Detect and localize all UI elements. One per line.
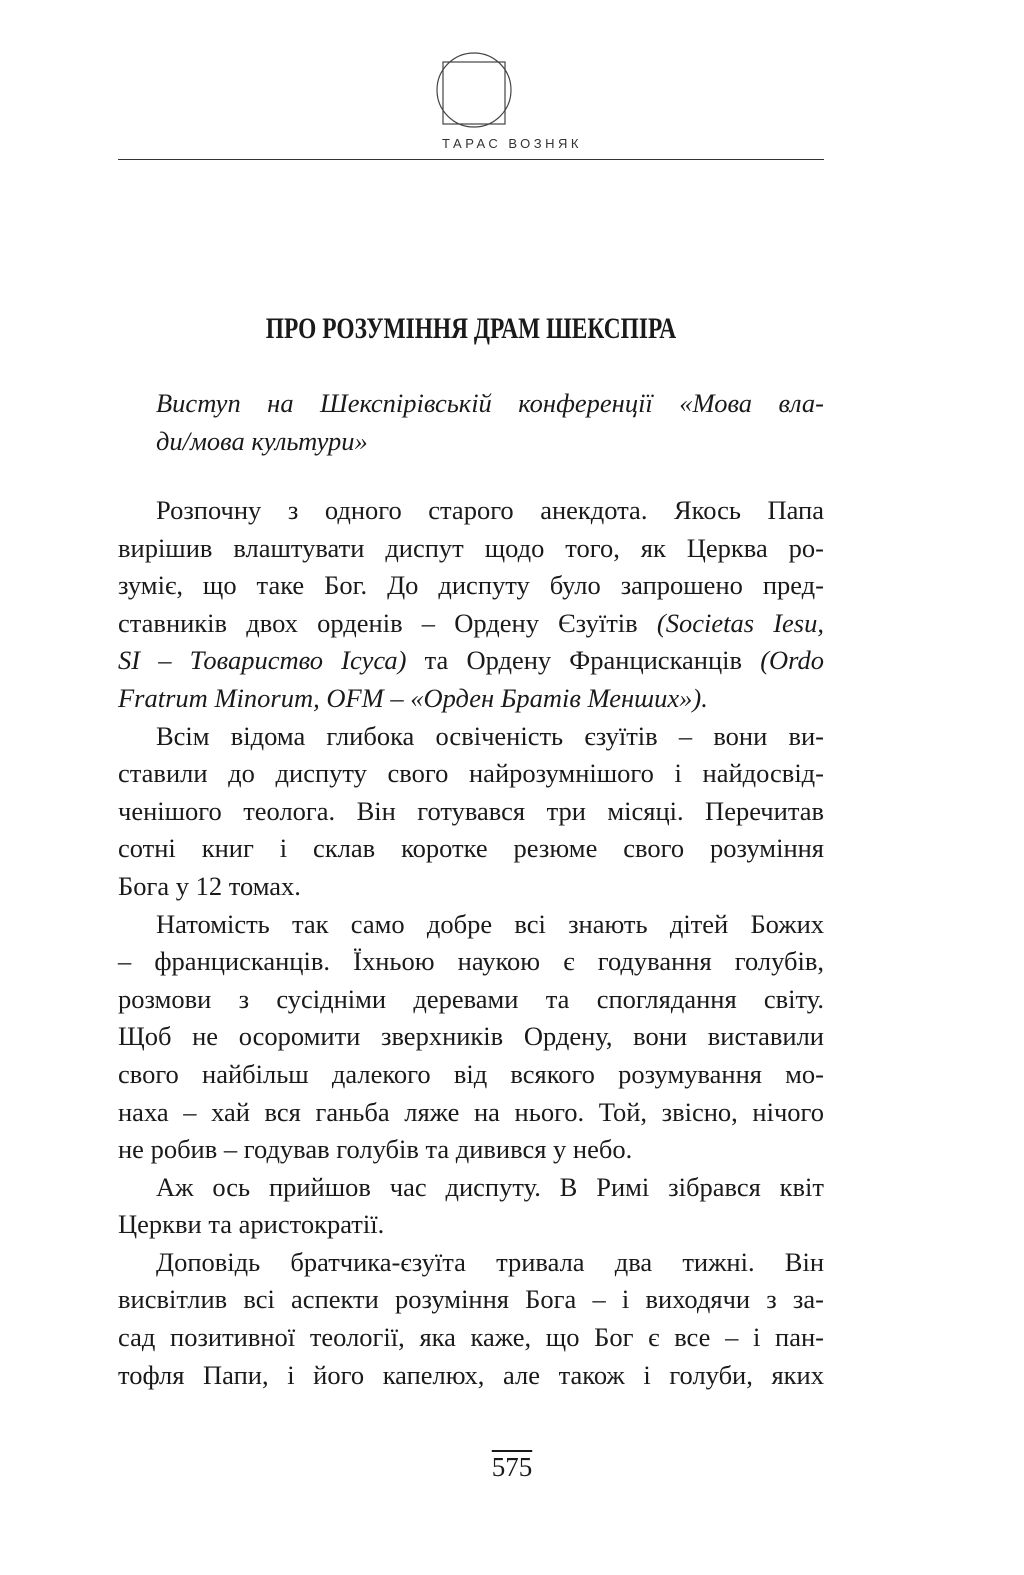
text-line — [118, 642, 824, 680]
subtitle-line: Виступ на Шекспірівській конференції «Мова вла- — [156, 388, 824, 418]
text-line: сотні книг і склав коротке резюме свого розуміння — [118, 833, 824, 864]
latin-term: (Ordo — [760, 645, 824, 676]
text-line: Бога у 12 томах. — [118, 870, 301, 901]
page-number — [0, 1450, 1024, 1484]
chapter-title: ПРО РОЗУМІННЯ ДРАМ ШЕКСПІРА — [265, 312, 677, 345]
subtitle-line: ди/мова культури» — [156, 425, 368, 456]
text-span: та Ордену Францисканців — [424, 645, 743, 676]
text-line: Церкви та аристократії. — [118, 1209, 385, 1240]
text-line: Всім відома глибока освіченість єзуїтів – вони ви- — [156, 720, 824, 751]
translation-term: SI – Товариство Ісуса) — [118, 645, 407, 676]
text-line: Аж ось прийшов час диспуту. В Римі зібрався квіт — [156, 1171, 824, 1202]
text-line: розмови з сусідніми деревами та споглядання світу. — [118, 983, 824, 1014]
text-line: ставили до диспуту свого найрозумнішого і найдосвід- — [118, 758, 824, 789]
text-line: зуміє, що таке Бог. До диспуту було запрошено пред- — [118, 570, 824, 601]
text-line: свого найбільш далекого від всякого розумування мо- — [118, 1058, 824, 1089]
text-line: Щоб не осоромити зверхників Ордену, вони виставили — [118, 1021, 824, 1052]
text-line — [118, 680, 824, 718]
text-line: вирішив влаштувати диспут щодо того, як Церква ро- — [118, 532, 824, 563]
page-number-value: 575 — [491, 1452, 533, 1482]
text-line: Розпочну з одного старого анекдота. Якось Папа — [156, 495, 824, 525]
text-line: Натомість так само добре всі знають дітей Божих — [156, 908, 824, 939]
latin-term: (Societas Iesu, — [656, 607, 824, 638]
text-line: наха – хай вся ганьба ляже на нього. Той, звісно, нічого — [118, 1096, 824, 1127]
text-span: ставників двох орденів – Ордену Єзуїтів — [118, 607, 638, 638]
body-text — [118, 492, 824, 1394]
text-line: сад позитивної теології, яка каже, що Бог є все – і пан- — [118, 1322, 824, 1353]
text-line: ченішого теолога. Він готувався три місяці. Перечитав — [118, 795, 824, 826]
text-line: висвітлив всі аспекти розуміння Бога – і виходячи з за- — [118, 1284, 824, 1315]
text-line — [118, 605, 824, 643]
latin-term: Fratrum Minorum, OFM – «Орден Братів Менших»). — [118, 682, 708, 713]
header-rule — [118, 159, 824, 160]
text-line: тофля Папи, і його капелюх, але також і голуби, яких — [118, 1359, 824, 1390]
chapter-subtitle — [118, 385, 824, 460]
text-line: не робив – годував голубів та дивився у небо. — [118, 1134, 633, 1165]
text-line: Доповідь братчика-єзуїта тривала два тижні. Він — [156, 1246, 824, 1277]
running-head-author: ТАРАС ВОЗНЯК — [442, 136, 582, 151]
circle-square-emblem-icon — [434, 50, 514, 130]
text-line: – францисканців. Їхньою наукою є годування голубів, — [118, 946, 824, 977]
